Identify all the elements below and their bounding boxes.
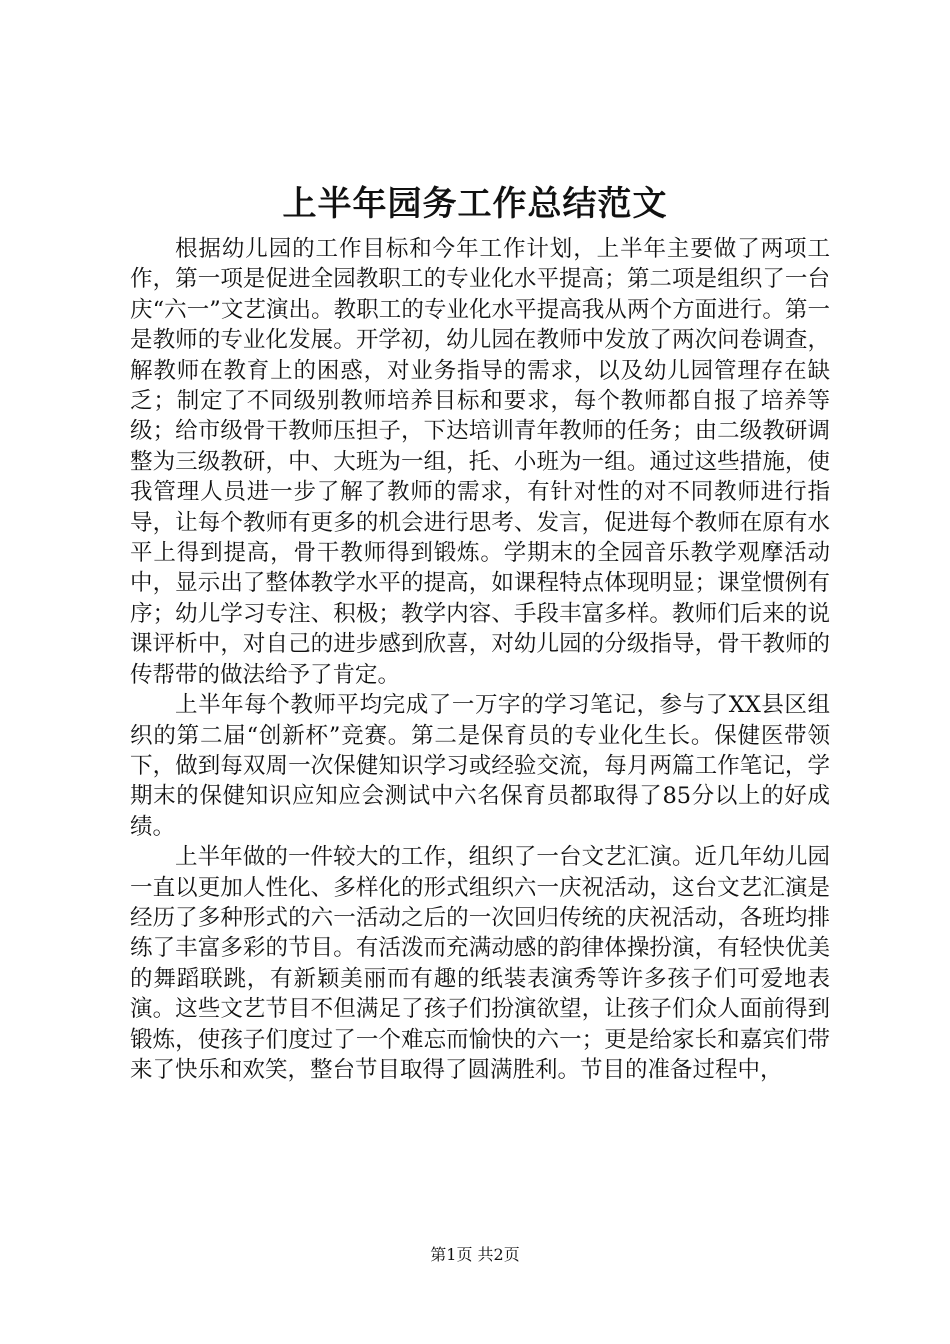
paragraph-2: 上半年每个教师平均完成了一万字的学习笔记，参与了XX县区组织的第二届“创新杯”竞赛。第二是保育员的专业化生长。保健医带领下，做到每双周一次保健知识学习或经验交流，每月两篇工作笔记，学期末的保健知识应知应会测试中六名保育员都取得了85分以上的好成绩。 xyxy=(130,692,830,840)
paragraph-3: 上半年做的一件较大的工作，组织了一台文艺汇演。近几年幼儿园一直以更加人性化、多样化的形式组织六一庆祝活动，这台文艺汇演是经历了多种形式的六一活动之后的一次回归传统的庆祝活动，各班均排练了丰富多彩的节目。有活泼而充满动感的韵律体操扮演，有轻快优美的舞蹈联跳，有新颖美丽而有趣的纸装表演秀等许多孩子们可爱地表演。这些文艺节目不但满足了孩子们扮演欲望，让孩子们众人面前得到锻炼，使孩子们度过了一个难忘而愉快的六一；更是给家长和嘉宾们带来了快乐和欢笑，整台节目取得了圆满胜利。节目的准备过程中， xyxy=(130,844,830,1083)
paragraph-1: 根据幼儿园的工作目标和今年工作计划，上半年主要做了两项工作，第一项是促进全园教职工的专业化水平提高；第二项是组织了一台庆“六一”文艺演出。教职工的专业化水平提高我从两个方面进行。第一是教师的专业化发展。开学初，幼儿园在教师中发放了两次问卷调查，解教师在教育上的困惑，对业务指导的需求，以及幼儿园管理存在缺乏；制定了不同级别教师培养目标和要求，每个教师都自报了培养等级；给市级骨干教师压担子，下达培训青年教师的任务；由二级教研调整为三级教研，中、大班为一组，托、小班为一组。通过这些措施，使我管理人员进一步了解了教师的需求，有针对性的对不同教师进行指导，让每个教师有更多的机会进行思考、发言，促进每个教师在原有水平上得到提高，骨干教师得到锻炼。学期末的全园音乐教学观摩活动中，显示出了整体教学水平的提高，如课程特点体现明显；课堂惯例有序；幼儿学习专注、积极；教学内容、手段丰富多样。教师们后来的说课评析中，对自己的进步感到欣喜，对幼儿园的分级指导，骨干教师的传帮带的做法给予了肯定。 xyxy=(130,236,830,688)
document-title: 上半年园务工作总结范文 xyxy=(282,184,668,224)
document-body xyxy=(130,234,830,1085)
page-footer: 第1页 共2页 xyxy=(430,1245,520,1264)
